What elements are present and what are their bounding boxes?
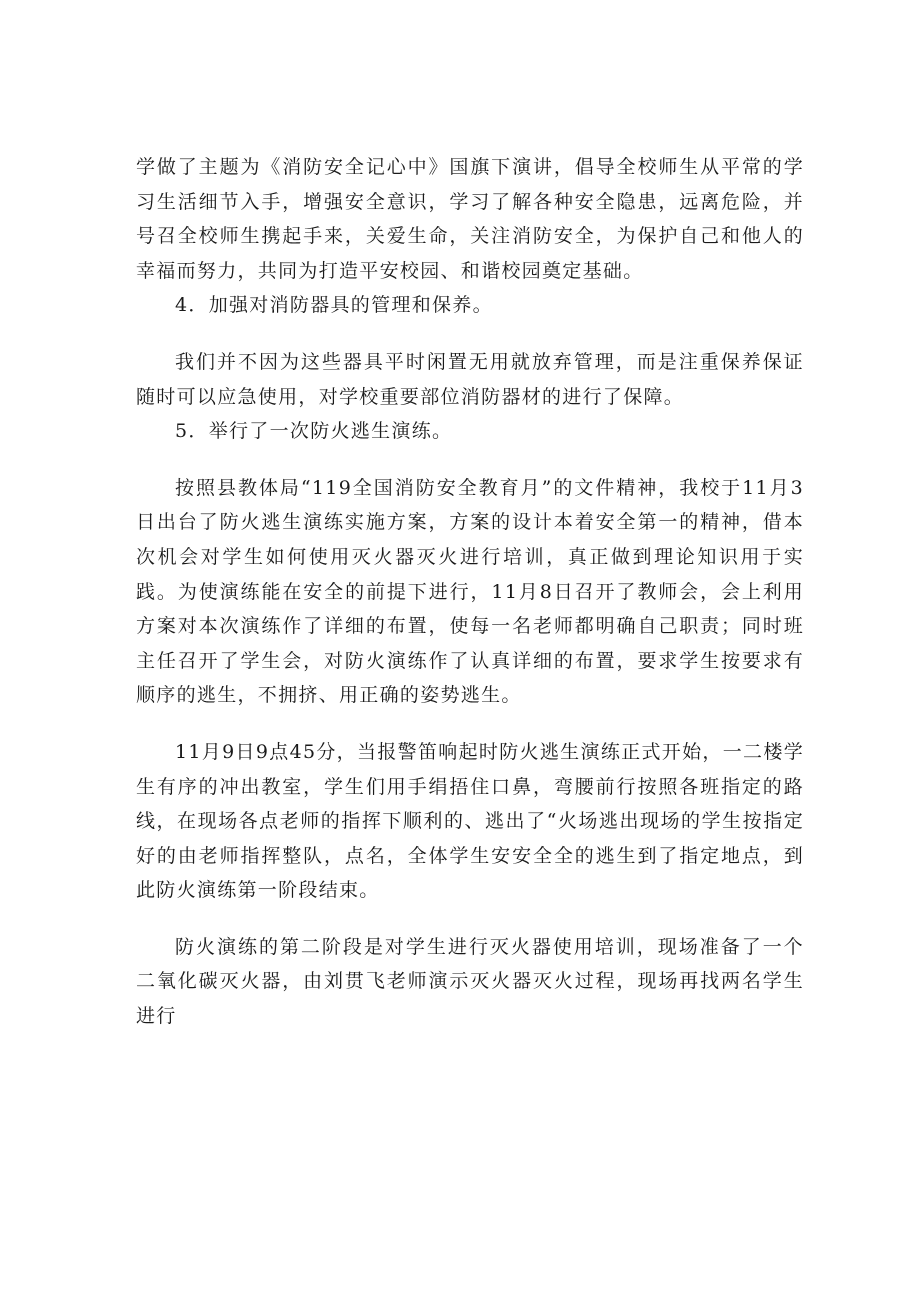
section-heading-5: 5．举行了一次防火逃生演练。 [175,420,453,443]
paragraph-drill-execution: 11月9日9点45分，当报警笛响起时防火逃生演练正式开始，一二楼学生有序的冲出教室，学生们用手绢捂住口鼻，弯腰前行按照各班指定的路线，在现场各点老师的指挥下顺利的、逃出了“火场逃出现场的学生按指定好的由老师指挥整队，点名，全体学生安安全全的逃生到了指定地点，到此防火演练第一阶段结束。 [136,740,804,902]
document-page [136,150,804,1034]
paragraph-equipment-maintenance: 我们并不因为这些器具平时闲置无用就放弃管理，而是注重保养保证随时可以应急使用，对学校重要部位消防器材的进行了保障。 [136,350,804,408]
section-heading-4: 4．加强对消防器具的管理和保养。 [175,294,493,317]
paragraph-drill-plan: 按照县教体局“119全国消防安全教育月”的文件精神，我校于11月3日出台了防火逃生演练实施方案，方案的设计本着安全第一的精神，借本次机会对学生如何使用灭火器灭火进行培训，真正做到理论知识用于实践。为使演练能在安全的前提下进行，11月8日召开了教师会，会上利用方案对本次演练作了详细的布置，使每一名老师都明确自己职责；同时班主任召开了学生会，对防火演练作了认真详细的布置，要求学生按要求有顺序的逃生，不拥挤、用正确的姿势逃生。 [136,476,804,707]
paragraph-extinguisher-training: 防火演练的第二阶段是对学生进行灭火器使用培训，现场准备了一个二氧化碳灭火器，由刘贯飞老师演示灭火器灭火过程，现场再找两名学生进行 [136,935,804,1028]
paragraph-safety-speech: 学做了主题为《消防安全记心中》国旗下演讲，倡导全校师生从平常的学习生活细节入手，增强安全意识，学习了解各种安全隐患，远离危险，并号召全校师生携起手来，关爱生命，关注消防安全，为保护自己和他人的幸福而努力，共同为打造平安校园、和谐校园奠定基础。 [136,156,804,282]
